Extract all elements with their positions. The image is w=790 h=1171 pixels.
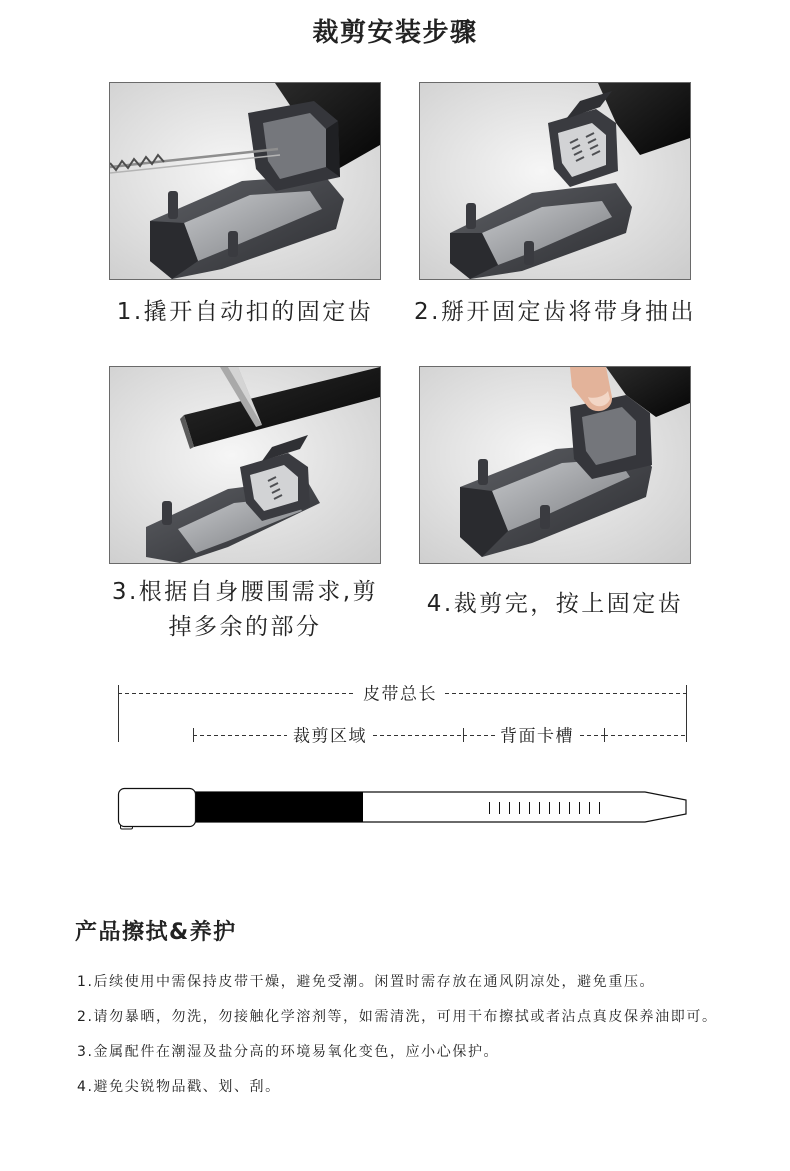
step-3-photo (109, 366, 381, 564)
care-item-3: 3.金属配件在潮湿及盐分高的环境易氧化变色，应小心保护。 (77, 1044, 500, 1060)
step-1-illustration (110, 83, 380, 279)
step-4-caption: 4.裁剪完，按上固定齿 (426, 591, 684, 617)
buckle-hinge (478, 459, 488, 485)
care-item-1: 1.后续使用中需保持皮带干燥，避免受潮。闲置时需存放在通风阴凉处，避免重压。 (77, 974, 656, 990)
cut-area-label: 裁剪区域 (293, 726, 367, 747)
belt-drawing (119, 789, 687, 830)
step-2-caption: 2.掰开固定齿将带身抽出 (414, 299, 696, 325)
step-4-photo (419, 366, 691, 564)
buckle-hinge (466, 203, 476, 229)
buckle-hinge (168, 191, 178, 219)
buckle-hinge (228, 231, 238, 257)
install-steps-title: 裁剪安装步骤 (312, 18, 478, 48)
step-3-illustration (110, 367, 380, 563)
back-slot-label: 背面卡槽 (500, 726, 574, 747)
buckle-hinge (540, 505, 550, 529)
care-item-2: 2.请勿暴晒，勿洗，勿接触化学溶剂等，如需清洗，可用干布擦拭或者沾点真皮保养油即可。 (77, 1009, 718, 1025)
care-list (77, 970, 777, 1110)
buckle-clip-face (582, 407, 636, 465)
belt-length-diagram (0, 670, 790, 840)
total-length-label: 皮带总长 (363, 684, 437, 705)
step-3-caption-line-1: 3.根据自身腰围需求,剪 (111, 579, 379, 605)
step-1-photo (109, 82, 381, 280)
belt-buckle-outline (119, 789, 196, 827)
step-4-illustration (420, 367, 690, 563)
step-2-illustration (420, 83, 690, 279)
step-2-photo (419, 82, 691, 280)
step-1-caption: 1.撬开自动扣的固定齿 (116, 299, 374, 325)
buckle-hinge (162, 501, 172, 525)
care-item-4: 4.避免尖锐物品戳、划、刮。 (77, 1079, 281, 1095)
care-heading: 产品擦拭&养护 (75, 920, 237, 945)
step-3-caption-line-2: 掉多余的部分 (168, 614, 322, 640)
belt-black-section (195, 792, 363, 822)
step-3-caption (95, 575, 395, 645)
buckle-hinge (524, 241, 534, 265)
